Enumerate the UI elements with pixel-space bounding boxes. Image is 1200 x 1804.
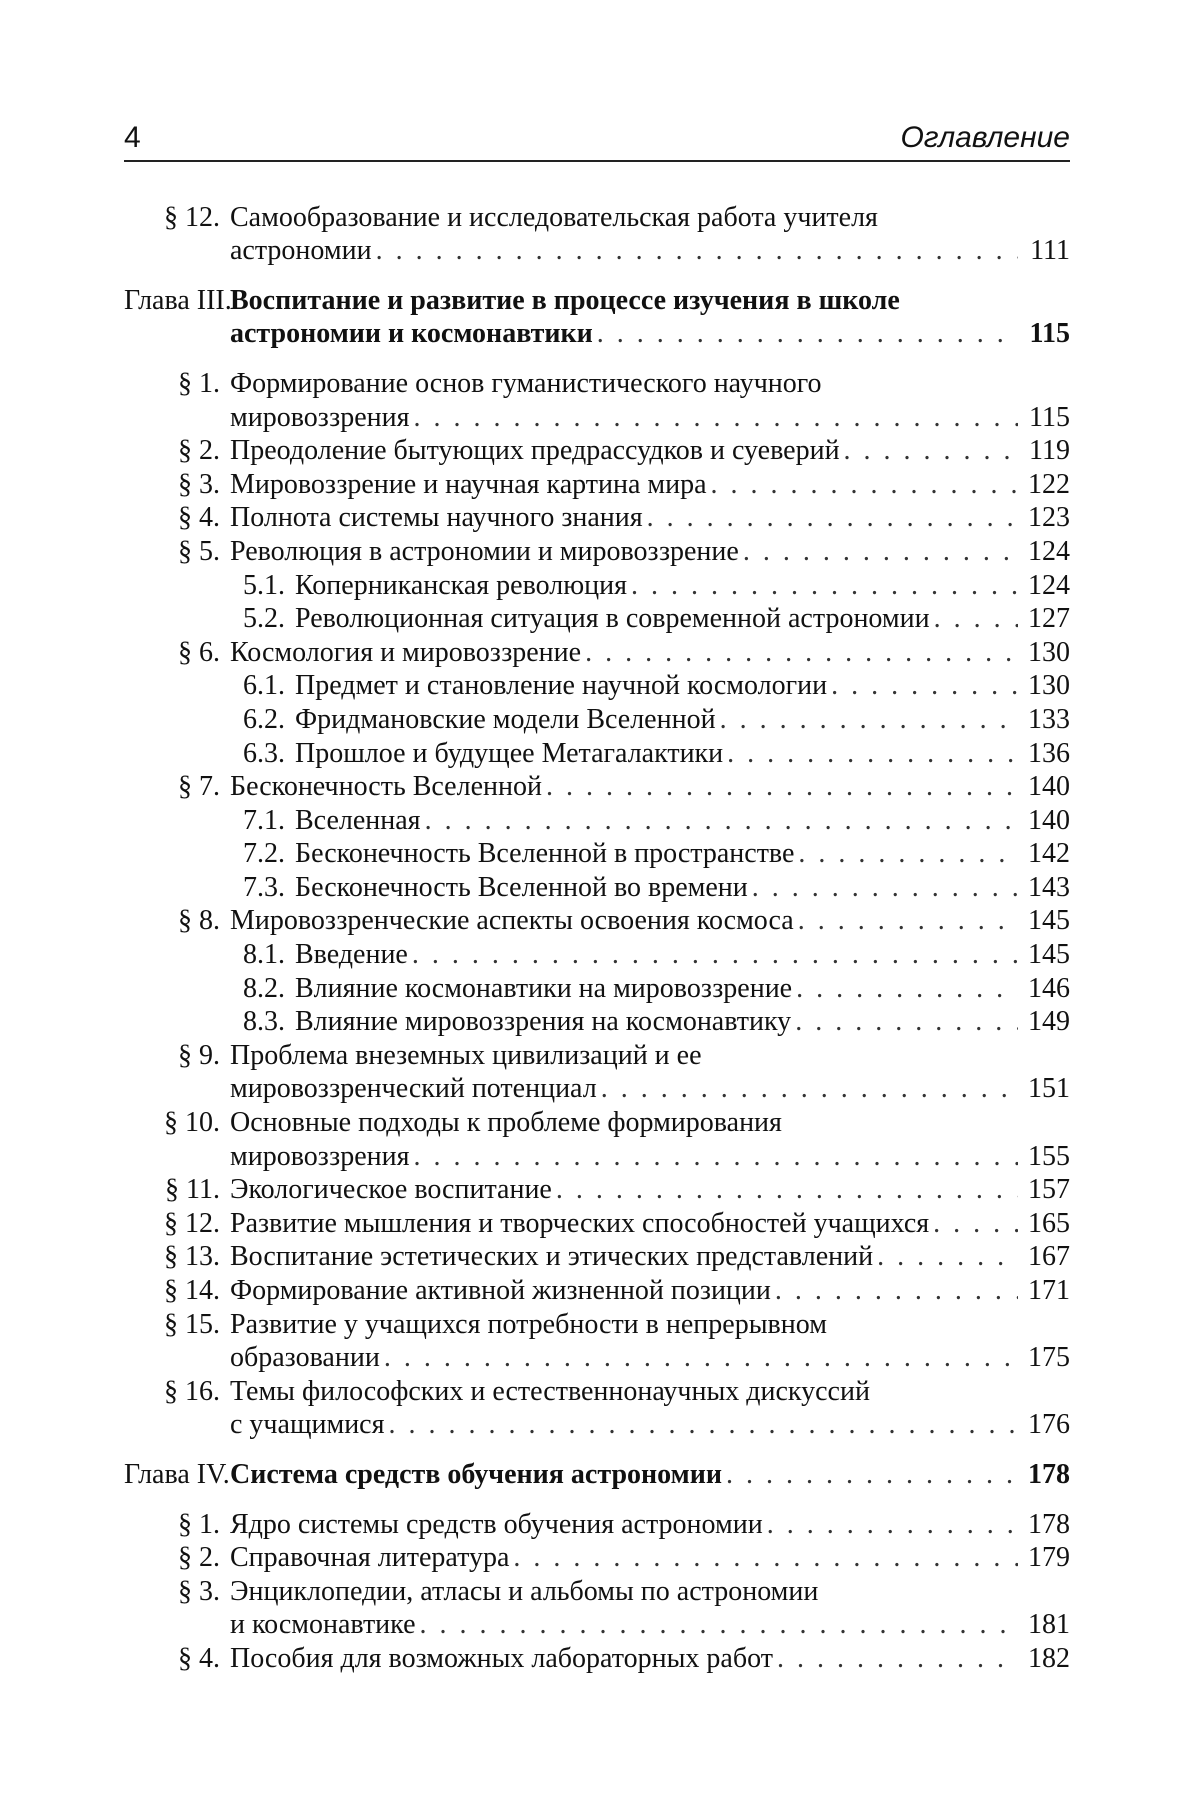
toc-entry-line xyxy=(124,1072,1070,1106)
toc-entry-line xyxy=(124,1574,1070,1608)
toc-entry-title: Предмет и становление научной космологии xyxy=(295,670,828,702)
toc-page-number: 176 xyxy=(1028,1409,1070,1441)
toc-entry-number: 8.3. xyxy=(243,1006,285,1038)
toc-page-number: 178 xyxy=(1028,1458,1070,1490)
toc-entry-number: 6.3. xyxy=(243,737,285,769)
toc-entry-title: Введение xyxy=(295,939,408,971)
toc-entry-title: астрономии xyxy=(230,235,372,267)
toc-page-number: 165 xyxy=(1028,1207,1070,1239)
dot-leader xyxy=(934,603,1018,635)
toc-page-number: 130 xyxy=(1028,670,1070,702)
dot-leader xyxy=(413,402,1018,434)
toc-entry-number: § 6. xyxy=(178,636,220,668)
toc-page-number: 146 xyxy=(1028,972,1070,1004)
toc-entry-line xyxy=(124,366,1070,400)
toc-entry-line xyxy=(124,736,1070,770)
toc-page-number: 167 xyxy=(1028,1241,1070,1273)
toc-entry-number: § 1. xyxy=(178,1508,220,1540)
toc-page-number: 122 xyxy=(1028,468,1070,500)
toc-page-number: 127 xyxy=(1028,603,1070,635)
toc-page-number: 136 xyxy=(1028,737,1070,769)
toc-page-number: 155 xyxy=(1028,1140,1070,1172)
toc-entry-title: Фридмановские модели Вселенной xyxy=(295,703,716,735)
toc-entry-line xyxy=(124,400,1070,434)
toc-entry-line xyxy=(124,1038,1070,1072)
dot-leader xyxy=(597,318,1018,350)
toc-page-number: 115 xyxy=(1029,401,1070,433)
toc-entry-line xyxy=(124,971,1070,1005)
toc-entry-title: Развитие у учащихся потребности в непрерывном xyxy=(230,1308,827,1340)
toc-entry-number: 8.1. xyxy=(243,939,285,971)
toc-entry-line xyxy=(124,200,1070,234)
toc-page-number: 133 xyxy=(1028,703,1070,735)
toc-entry-number: § 11. xyxy=(165,1174,220,1206)
toc-entry-title: образовании xyxy=(230,1342,380,1374)
toc-page-number: 140 xyxy=(1028,771,1070,803)
toc-entry-number: 6.1. xyxy=(243,670,285,702)
toc-entry-line xyxy=(124,1608,1070,1642)
toc-entry-title: Воспитание и развитие в процессе изучения в школе xyxy=(230,284,900,316)
toc-entry-title: с учащимися xyxy=(230,1409,385,1441)
toc-entry-title: и космонавтике xyxy=(230,1609,416,1641)
toc-entry-number: § 3. xyxy=(178,1575,220,1607)
toc-entry-line xyxy=(124,904,1070,938)
toc-entry-number: § 4. xyxy=(178,502,220,534)
toc-entry-number: § 2. xyxy=(178,435,220,467)
toc-entry-line xyxy=(124,1240,1070,1274)
toc-page-number: 182 xyxy=(1028,1642,1070,1674)
dot-leader xyxy=(546,771,1018,803)
toc-entry-line xyxy=(124,1105,1070,1139)
toc-entry-number: § 13. xyxy=(164,1241,220,1273)
toc-entry-title: Полнота системы научного знания xyxy=(230,502,643,534)
dot-leader xyxy=(412,939,1018,971)
toc-entry-title: Революционная ситуация в современной астрономии xyxy=(295,603,930,635)
toc-entry-title: Проблема внеземных цивилизаций и ее xyxy=(230,1039,702,1071)
dot-leader xyxy=(513,1542,1018,1574)
toc-entry-line xyxy=(124,501,1070,535)
toc-page-number: 142 xyxy=(1028,838,1070,870)
toc-entry-title: мировоззрения xyxy=(230,401,410,433)
toc-entry-number: § 12. xyxy=(164,1207,220,1239)
toc-page-number: 130 xyxy=(1028,636,1070,668)
toc-entry-line xyxy=(124,1408,1070,1442)
toc-entry-title: Революция в астрономии и мировоззрение xyxy=(230,535,739,567)
toc-entry-number: § 14. xyxy=(164,1275,220,1306)
toc-entry-line xyxy=(124,635,1070,669)
page-header xyxy=(124,118,1070,162)
toc-chapter-line xyxy=(124,317,1070,351)
dot-leader xyxy=(556,1174,1018,1206)
toc-page-number: 149 xyxy=(1028,1006,1070,1038)
toc-entry-line xyxy=(124,1641,1070,1675)
dot-leader xyxy=(752,872,1018,904)
toc-entry-number: § 2. xyxy=(178,1542,220,1574)
dot-leader xyxy=(389,1409,1019,1441)
toc-entry-line xyxy=(124,1173,1070,1207)
toc-entry-title: Справочная литература xyxy=(230,1542,510,1574)
toc-entry-title: Мировоззренческие аспекты освоения космоса xyxy=(230,905,794,937)
dot-leader xyxy=(413,1141,1018,1173)
toc-entry-number: § 10. xyxy=(164,1107,220,1139)
toc-entry-line xyxy=(124,1005,1070,1039)
toc-entry-number: 7.1. xyxy=(243,804,285,836)
toc-entry-line xyxy=(124,1374,1070,1408)
toc-entry-title: Основные подходы к проблеме формирования xyxy=(230,1107,782,1139)
toc-entry-number: 8.2. xyxy=(243,972,285,1004)
toc-entry-number: § 8. xyxy=(178,905,220,937)
toc-entry-title: Энциклопедии, атласы и альбомы по астрономии xyxy=(230,1575,819,1607)
toc-entry-line xyxy=(124,1206,1070,1240)
toc-page-number: 157 xyxy=(1028,1174,1070,1206)
toc-entry-title: Космология и мировоззрение xyxy=(230,636,582,668)
dot-leader xyxy=(727,738,1018,770)
toc-entry-line xyxy=(124,602,1070,636)
toc-entry-line xyxy=(124,870,1070,904)
toc-entry-title: Бесконечность Вселенной в пространстве xyxy=(295,838,795,870)
dot-leader xyxy=(844,435,1018,467)
toc-entry-title: мировоззренческий потенциал xyxy=(230,1073,597,1105)
toc-entry-title: Бесконечность Вселенной во времени xyxy=(295,871,748,903)
toc-entry-line xyxy=(124,669,1070,703)
toc-entry-number: 7.2. xyxy=(243,838,285,870)
toc-entry-line xyxy=(124,434,1070,468)
toc-entry-line xyxy=(124,1541,1070,1575)
toc-entry-title: Система средств обучения астрономии xyxy=(230,1458,722,1490)
toc-entry-line xyxy=(124,534,1070,568)
toc-entry-number: § 4. xyxy=(178,1642,220,1674)
toc-page-number: 145 xyxy=(1028,939,1070,971)
page-number: 4 xyxy=(124,121,141,154)
toc-entry-number: 6.2. xyxy=(243,703,285,735)
dot-leader xyxy=(585,637,1018,669)
toc-page-number: 181 xyxy=(1028,1609,1070,1641)
toc-entry-title: Воспитание эстетических и этических представлений xyxy=(230,1241,874,1273)
dot-leader xyxy=(720,704,1018,736)
toc-entry-line xyxy=(124,1507,1070,1541)
dot-leader xyxy=(831,670,1018,702)
toc-entry-title: Экологическое воспитание xyxy=(230,1174,552,1206)
toc-entry-title: Преодоление бытующих предрассудков и суеверий xyxy=(230,435,840,467)
toc-entry-number: § 16. xyxy=(164,1375,220,1407)
dot-leader xyxy=(711,469,1018,501)
dot-leader xyxy=(796,973,1018,1005)
toc-entry-title: Формирование основ гуманистического научного xyxy=(230,367,822,399)
toc-entry-number: 5.2. xyxy=(243,603,285,635)
toc-entry-title: Мировоззрение и научная картина мира xyxy=(230,468,707,500)
toc-entry-title: Формирование активной жизненной позиции xyxy=(230,1275,771,1306)
dot-leader xyxy=(647,502,1018,534)
toc-entry-number: § 9. xyxy=(178,1039,220,1071)
toc-entry-number: § 7. xyxy=(178,771,220,803)
toc-page-number: 179 xyxy=(1028,1542,1070,1574)
toc-entry-line xyxy=(124,1307,1070,1341)
toc-entry-number: Глава IV. xyxy=(124,1458,230,1490)
toc-page-number: 119 xyxy=(1029,435,1070,467)
dot-leader xyxy=(631,570,1018,602)
toc-entry-number: Глава III. xyxy=(124,284,232,316)
toc-page-number: 143 xyxy=(1028,871,1070,903)
toc-entry-line xyxy=(124,467,1070,501)
table-of-contents xyxy=(124,200,1070,1675)
toc-entry-line xyxy=(124,1139,1070,1173)
toc-entry-title: мировоззрения xyxy=(230,1140,410,1172)
running-title: Оглавление xyxy=(900,121,1070,154)
toc-chapter-line xyxy=(124,1457,1070,1491)
toc-entry-line xyxy=(124,770,1070,804)
toc-chapter-line xyxy=(124,283,1070,317)
toc-entry-number: 5.1. xyxy=(243,569,285,601)
toc-page-number: 124 xyxy=(1028,569,1070,601)
dot-leader xyxy=(877,1241,1018,1273)
toc-entry-title: Бесконечность Вселенной xyxy=(230,771,542,803)
toc-entry-line xyxy=(124,568,1070,602)
toc-entry-line xyxy=(124,1341,1070,1375)
toc-entry-title: Пособия для возможных лабораторных работ xyxy=(230,1642,773,1674)
toc-entry-line xyxy=(124,702,1070,736)
dot-leader xyxy=(425,805,1018,837)
toc-page-number: 115 xyxy=(1029,318,1070,350)
dot-leader xyxy=(798,905,1018,937)
toc-entry-title: Влияние мировоззрения на космонавтику xyxy=(295,1006,792,1038)
dot-leader xyxy=(420,1609,1019,1641)
dot-leader xyxy=(767,1509,1018,1541)
toc-page-number: 145 xyxy=(1028,905,1070,937)
toc-page-number: 123 xyxy=(1028,502,1070,534)
toc-page-number: 140 xyxy=(1028,804,1070,836)
dot-leader xyxy=(743,536,1018,568)
toc-page-number: 111 xyxy=(1030,235,1070,267)
toc-entry-title: Самообразование и исследовательская работа учителя xyxy=(230,201,878,233)
toc-entry-title: астрономии и космонавтики xyxy=(230,318,593,350)
dot-leader xyxy=(933,1208,1018,1240)
dot-leader xyxy=(777,1643,1018,1675)
dot-leader xyxy=(601,1073,1018,1105)
toc-entry-title: Темы философских и естественнонаучных дискуссий xyxy=(230,1375,870,1407)
toc-entry-line xyxy=(124,937,1070,971)
dot-leader xyxy=(795,1006,1018,1038)
toc-entry-title: Прошлое и будущее Метагалактики xyxy=(295,737,724,769)
toc-page-number: 178 xyxy=(1028,1508,1070,1540)
toc-entry-title: Ядро системы средств обучения астрономии xyxy=(230,1508,763,1540)
toc-entry-title: Влияние космонавтики на мировоззрение xyxy=(295,972,793,1004)
dot-leader xyxy=(775,1275,1018,1307)
toc-entry-line xyxy=(124,837,1070,871)
dot-leader xyxy=(376,235,1018,267)
toc-entry-number: § 15. xyxy=(164,1308,220,1340)
toc-entry-title: Вселенная xyxy=(295,804,421,836)
dot-leader xyxy=(726,1459,1018,1491)
dot-leader xyxy=(384,1342,1018,1374)
header-rule xyxy=(124,160,1070,162)
toc-entry-number: § 1. xyxy=(178,367,220,399)
toc-entry-line xyxy=(124,1273,1070,1307)
toc-entry-number: 7.3. xyxy=(243,871,285,903)
toc-page-number: 124 xyxy=(1028,535,1070,567)
toc-entry-number: § 12. xyxy=(164,201,220,233)
toc-entry-line xyxy=(124,803,1070,837)
toc-entry-title: Коперниканская революция xyxy=(295,569,627,601)
toc-entry-line xyxy=(124,234,1070,268)
toc-entry-number: § 3. xyxy=(178,468,220,500)
toc-page-number: 175 xyxy=(1028,1342,1070,1374)
dot-leader xyxy=(798,838,1018,870)
toc-page-number: 151 xyxy=(1028,1073,1070,1105)
toc-entry-title: Развитие мышления и творческих способностей учащихся xyxy=(230,1207,930,1239)
toc-entry-number: § 5. xyxy=(178,535,220,567)
toc-page-number: 171 xyxy=(1028,1275,1070,1306)
